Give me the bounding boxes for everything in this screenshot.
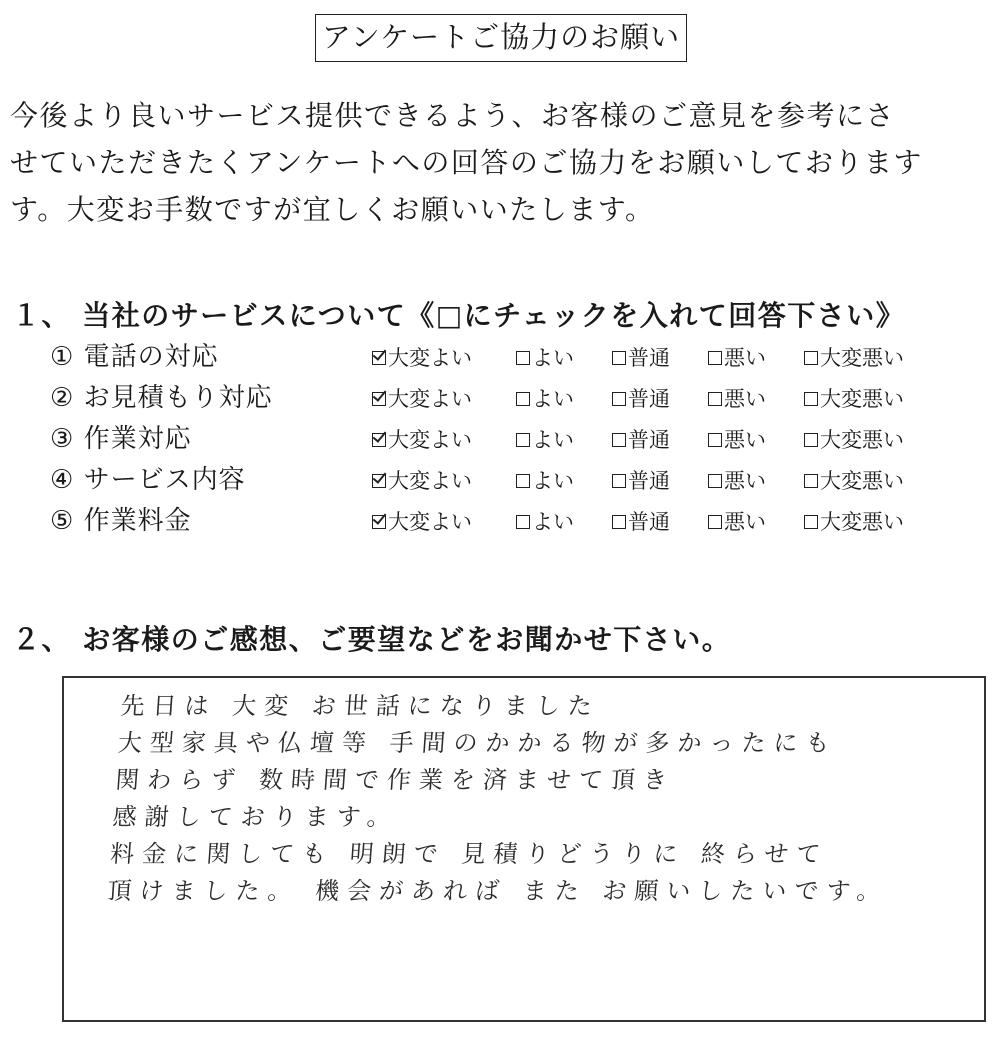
rating-option[interactable] <box>372 386 472 412</box>
intro-text <box>10 92 990 233</box>
rating-checkbox[interactable] <box>516 515 530 529</box>
rating-option-label: 普通 <box>628 387 670 411</box>
comment-line: 先日は 大変 お世話になりました <box>119 692 601 720</box>
rating-checkbox[interactable] <box>372 433 386 447</box>
rating-checkbox[interactable] <box>804 433 818 447</box>
rating-option-label: 大変よい <box>388 469 472 493</box>
rating-option[interactable] <box>804 427 904 453</box>
rating-option-label: 悪い <box>724 469 766 493</box>
comment-line: 感謝しております。 <box>111 803 400 831</box>
rating-checkbox[interactable] <box>708 433 722 447</box>
rating-option[interactable] <box>372 345 472 371</box>
rating-option[interactable] <box>516 427 574 453</box>
comment-line: 関わらず 数時間で作業を済ませて頂き <box>114 766 676 794</box>
rating-option-label: 普通 <box>628 469 670 493</box>
rating-checkbox[interactable] <box>612 515 626 529</box>
rating-row <box>50 461 950 502</box>
rating-option[interactable] <box>804 345 904 371</box>
rating-option-label: 普通 <box>628 346 670 370</box>
rating-option-label: 大変よい <box>388 510 472 534</box>
rating-option[interactable] <box>516 345 574 371</box>
rating-option-label: 大変悪い <box>820 346 904 370</box>
rating-checkbox[interactable] <box>708 351 722 365</box>
rating-option-label: 大変悪い <box>820 510 904 534</box>
rating-option-label: 大変悪い <box>820 387 904 411</box>
title-wrap <box>0 14 1002 62</box>
rating-option-label: よい <box>532 387 574 411</box>
rating-row-label: ④ サービス内容 <box>50 465 246 495</box>
intro-line: す。大変お手数ですが宜しくお願いいたします。 <box>10 193 655 226</box>
rating-row-label: ① 電話の対応 <box>50 342 219 372</box>
rating-checkbox[interactable] <box>612 392 626 406</box>
rating-checkbox[interactable] <box>516 474 530 488</box>
rating-option-label: よい <box>532 346 574 370</box>
rating-checkbox[interactable] <box>372 392 386 406</box>
rating-option[interactable] <box>804 386 904 412</box>
rating-checkbox[interactable] <box>708 474 722 488</box>
section1-title: １、 当社のサービスについて《□にチェックを入れて回答下さい》 <box>12 299 906 332</box>
rating-checkbox[interactable] <box>612 351 626 365</box>
rating-option[interactable] <box>372 468 472 494</box>
rating-option-label: よい <box>532 428 574 452</box>
rating-option[interactable] <box>612 468 670 494</box>
rating-option[interactable] <box>372 509 472 535</box>
rating-row <box>50 379 950 420</box>
rating-option[interactable] <box>708 509 766 535</box>
rating-option-label: 大変よい <box>388 346 472 370</box>
handwritten-comment <box>106 688 982 910</box>
rating-row <box>50 338 950 379</box>
rating-option[interactable] <box>612 509 670 535</box>
rating-checkbox[interactable] <box>516 433 530 447</box>
rating-option[interactable] <box>612 345 670 371</box>
rating-option-label: 悪い <box>724 346 766 370</box>
page-title: アンケートご協力のお願い <box>315 14 687 62</box>
rating-row-label: ⑤ 作業料金 <box>50 506 192 536</box>
rating-checkbox[interactable] <box>708 515 722 529</box>
rating-option[interactable] <box>612 386 670 412</box>
rating-option-label: よい <box>532 469 574 493</box>
rating-row <box>50 502 950 543</box>
rating-option[interactable] <box>708 427 766 453</box>
rating-rows <box>50 338 950 543</box>
rating-option-label: 大変よい <box>388 428 472 452</box>
rating-checkbox[interactable] <box>804 351 818 365</box>
rating-option[interactable] <box>708 386 766 412</box>
rating-option-label: 悪い <box>724 387 766 411</box>
rating-option-label: よい <box>532 510 574 534</box>
rating-checkbox[interactable] <box>516 392 530 406</box>
rating-option[interactable] <box>804 468 904 494</box>
rating-option-label: 大変悪い <box>820 469 904 493</box>
rating-option[interactable] <box>612 427 670 453</box>
rating-option[interactable] <box>516 386 574 412</box>
rating-row-label: ③ 作業対応 <box>50 424 192 454</box>
rating-option-label: 大変悪い <box>820 428 904 452</box>
comment-line: 頂けました。 機会があれば また お願いしたいです。 <box>106 877 890 905</box>
rating-option-label: 大変よい <box>388 387 472 411</box>
rating-checkbox[interactable] <box>612 474 626 488</box>
rating-checkbox[interactable] <box>804 474 818 488</box>
rating-option[interactable] <box>708 468 766 494</box>
rating-row-label: ② お見積もり対応 <box>50 383 273 413</box>
rating-checkbox[interactable] <box>372 515 386 529</box>
intro-line: せていただきたくアンケートへの回答のご協力をお願いしております <box>10 146 923 179</box>
rating-checkbox[interactable] <box>516 351 530 365</box>
intro-line: 今後より良いサービス提供できるよう、お客様のご意見を参考にさ <box>10 99 896 132</box>
comment-line: 大型家具や仏壇等 手間のかかる物が多かったにも <box>116 729 839 757</box>
rating-option-label: 普通 <box>628 428 670 452</box>
rating-checkbox[interactable] <box>372 474 386 488</box>
rating-option[interactable] <box>516 509 574 535</box>
rating-option[interactable] <box>516 468 574 494</box>
rating-option-label: 悪い <box>724 510 766 534</box>
rating-option[interactable] <box>372 427 472 453</box>
section2-title: ２、 お客様のご感想、ご要望などをお聞かせ下さい。 <box>12 623 732 656</box>
rating-checkbox[interactable] <box>804 515 818 529</box>
rating-option[interactable] <box>708 345 766 371</box>
comment-box[interactable] <box>62 676 986 1022</box>
rating-option-label: 普通 <box>628 510 670 534</box>
rating-row <box>50 420 950 461</box>
rating-checkbox[interactable] <box>804 392 818 406</box>
comment-line: 料金に関しても 明朗で 見積りどうりに 終らせて <box>109 840 830 868</box>
rating-option-label: 悪い <box>724 428 766 452</box>
rating-checkbox[interactable] <box>708 392 722 406</box>
rating-checkbox[interactable] <box>612 433 626 447</box>
rating-checkbox[interactable] <box>372 351 386 365</box>
rating-option[interactable] <box>804 509 904 535</box>
